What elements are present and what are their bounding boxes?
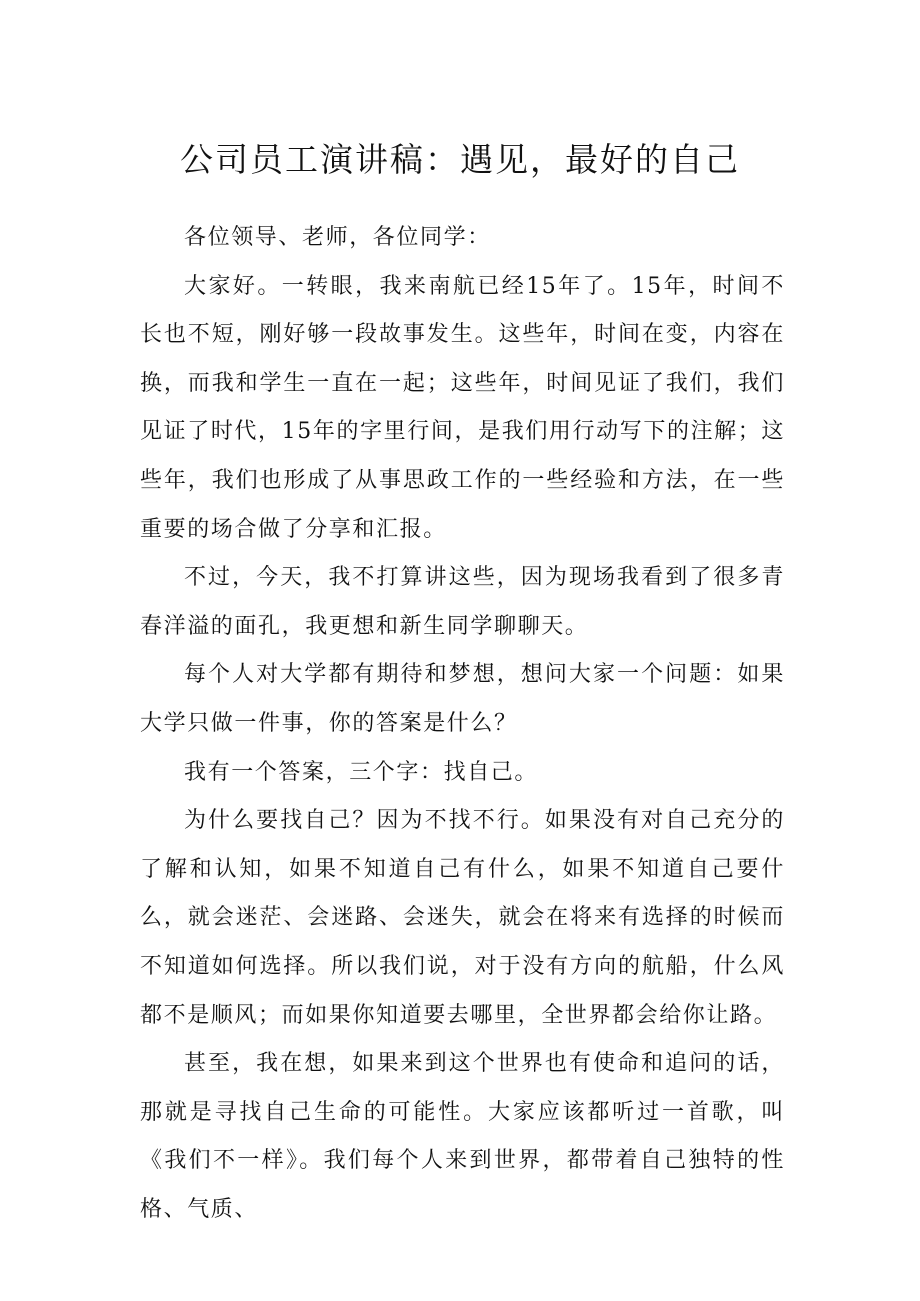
- paragraph: 大家好。一转眼，我来南航已经15年了。15年，时间不长也不短，刚好够一段故事发生。这些年，时间在变，内容在换，而我和学生一直在一起；这些年，时间见证了我们，我们见证了时代，15年的字里行间，是我们用行动写下的注解；这些年，我们也形成了从事思政工作的一些经验和方法，在一些重要的场合做了分享和汇报。: [140, 273, 785, 542]
- paragraph-salutation: 各位领导、老师，各位同学：: [184, 225, 491, 250]
- document-body: [140, 214, 785, 1234]
- paragraph: 为什么要找自己？因为不找不行。如果没有对自己充分的了解和认知，如果不知道自己有什么，如果不知道自己要什么，就会迷茫、会迷路、会迷失，就会在将来有选择的时候而不知道如何选择。所以我们说，对于没有方向的航船，什么风都不是顺风；而如果你知道要去哪里，全世界都会给你让路。: [140, 808, 785, 1028]
- paragraph: 不过，今天，我不打算讲这些，因为现场我看到了很多青春洋溢的面孔，我更想和新生同学聊聊天。: [140, 565, 785, 639]
- paragraph: 甚至，我在想，如果来到这个世界也有使命和追问的话，那就是寻找自己生命的可能性。大家应该都听过一首歌，叫《我们不一样》。我们每个人来到世界，都带着自己独特的性格、气质、: [140, 1051, 785, 1222]
- paragraph: 我有一个答案，三个字：找自己。: [184, 759, 539, 785]
- document-title: 公司员工演讲稿：遇见，最好的自己: [180, 140, 740, 179]
- paragraph: 每个人对大学都有期待和梦想，想问大家一个问题：如果大学只做一件事，你的答案是什么？: [140, 662, 785, 736]
